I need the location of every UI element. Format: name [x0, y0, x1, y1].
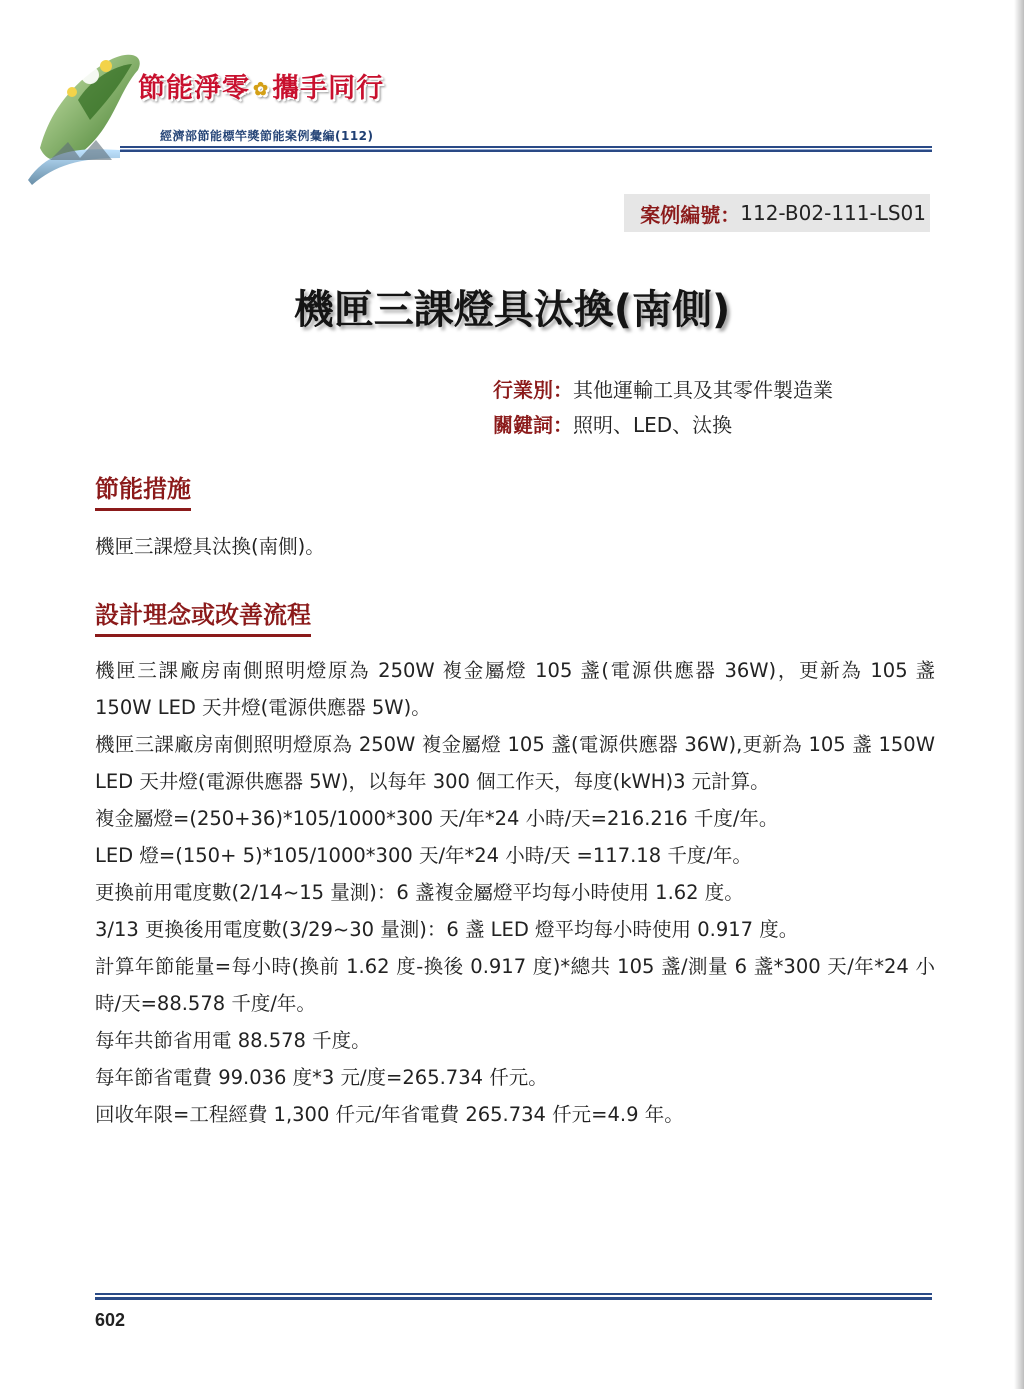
design-line: 每年節省電費 99.036 度*3 元/度=265.734 仟元。 — [95, 1066, 548, 1089]
design-line: LED 燈=(150+ 5)*105/1000*300 天/年*24 小時/天 =117.18 千度/年。 — [95, 844, 752, 867]
design-line: 回收年限=工程經費 1,300 仟元/年省電費 265.734 仟元=4.9 年。 — [95, 1103, 684, 1126]
page-title: 機匣三課燈具汰換(南側) — [293, 287, 731, 333]
design-heading: 設計理念或改善流程 — [95, 598, 311, 637]
industry-label: 行業別： — [493, 378, 573, 402]
industry-row — [493, 374, 833, 403]
footer-rule — [95, 1293, 932, 1300]
keyword-row — [493, 409, 732, 438]
case-number-label: 案例編號： — [640, 202, 741, 227]
brand-right: 攜手同行 — [272, 73, 385, 104]
case-number-value: 112-B02-111-LS01 — [740, 201, 926, 225]
measures-heading: 節能措施 — [95, 472, 191, 511]
keyword-label: 關鍵詞： — [493, 413, 573, 437]
keyword-value: 照明、LED、汰換 — [573, 413, 733, 437]
design-line: 計算年節能量=每小時(換前 1.62 度-換後 0.917 度)*總共 105 盞/測量 6 盞*300 天/年*24 小時/天=88.578 千度/年。 — [95, 955, 935, 1015]
design-line: 機匣三課廠房南側照明燈原為 250W 複金屬燈 105 盞(電源供應器 36W)，更新為 105 盞 150W LED 天井燈(電源供應器 5W)。 — [95, 659, 935, 719]
flower-icon: ✿ — [253, 79, 270, 100]
brand-slogan — [138, 66, 384, 105]
logo-emblem — [20, 30, 160, 190]
page-edge-shadow — [1014, 0, 1024, 1389]
header-subtitle: 經濟部節能標竿獎節能案例彙編(112) — [160, 129, 374, 143]
design-body — [95, 652, 935, 1133]
header-rule — [120, 146, 932, 152]
case-number-box — [624, 194, 930, 232]
industry-value: 其他運輸工具及其零件製造業 — [573, 378, 833, 402]
measures-paragraph: 機匣三課燈具汰換(南側)。 — [95, 535, 325, 558]
design-line: 複金屬燈=(250+36)*105/1000*300 天/年*24 小時/天=216.216 千度/年。 — [95, 807, 779, 830]
design-line: 每年共節省用電 88.578 千度。 — [95, 1029, 371, 1052]
brand-left: 節能淨零 — [138, 73, 250, 104]
page-number: 602 — [95, 1310, 126, 1330]
design-line: 更換前用電度數(2/14~15 量測)：6 盞複金屬燈平均每小時使用 1.62 度。 — [95, 881, 744, 904]
design-line: 3/13 更換後用電度數(3/29~30 量測)：6 盞 LED 燈平均每小時使用 0.917 度。 — [95, 918, 799, 941]
design-line: 機匣三課廠房南側照明燈原為 250W 複金屬燈 105 盞(電源供應器 36W),更新為 105 盞 150W LED 天井燈(電源供應器 5W)，以每年 300 個工作天，每度(kWH)3 元計算。 — [95, 733, 935, 793]
measures-text — [95, 528, 935, 565]
